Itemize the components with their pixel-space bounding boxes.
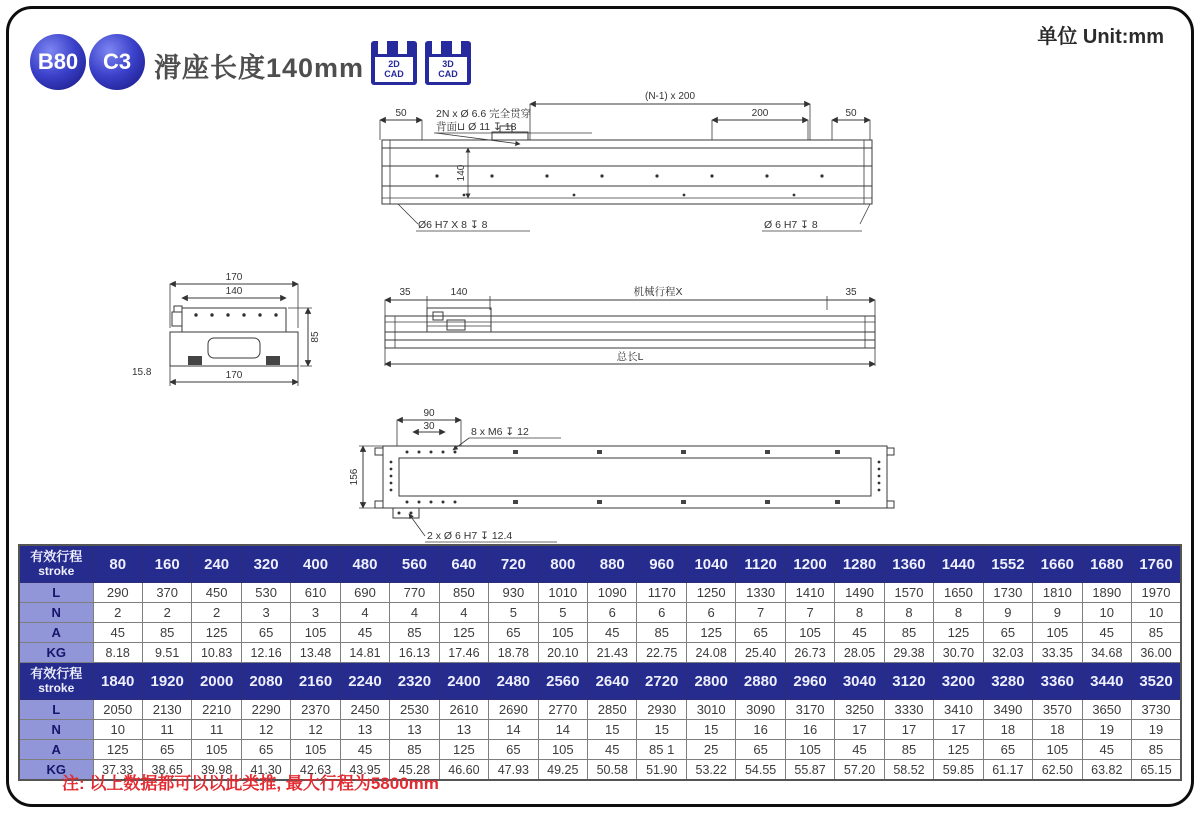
stroke-value: 3440 (1082, 663, 1131, 700)
value-cell: 9.51 (142, 643, 191, 663)
stroke-value: 2800 (686, 663, 735, 700)
value-cell: 7 (785, 603, 834, 623)
stroke-value: 3360 (1033, 663, 1082, 700)
value-cell: 1810 (1033, 583, 1082, 603)
value-cell: 9 (983, 603, 1032, 623)
value-cell: 10.83 (192, 643, 241, 663)
stroke-header-label: 有效行程 stroke (19, 663, 93, 700)
value-cell: 2 (93, 603, 142, 623)
value-cell: 18.78 (489, 643, 538, 663)
cad-2d-line2: CAD (384, 68, 404, 79)
row-label-L: L (19, 700, 93, 720)
value-cell: 11 (192, 720, 241, 740)
dim-90: 90 (423, 408, 435, 419)
dim-140: 140 (225, 286, 243, 297)
stroke-value: 1920 (142, 663, 191, 700)
value-cell: 45 (835, 623, 884, 643)
value-cell: 3170 (785, 700, 834, 720)
stroke-value: 2480 (489, 663, 538, 700)
dim-35-left: 35 (399, 287, 411, 298)
value-cell: 45 (1082, 623, 1131, 643)
stroke-value: 720 (489, 545, 538, 583)
value-cell: 12 (291, 720, 340, 740)
value-cell: 770 (390, 583, 439, 603)
value-cell: 105 (1033, 740, 1082, 760)
dim-140: 140 (450, 287, 468, 298)
value-cell: 45 (588, 740, 637, 760)
value-cell: 5 (538, 603, 587, 623)
value-cell: 5 (489, 603, 538, 623)
stroke-value: 160 (142, 545, 191, 583)
value-cell: 12 (241, 720, 290, 740)
value-cell: 34.68 (1082, 643, 1131, 663)
value-cell: 15 (686, 720, 735, 740)
stroke-value: 880 (588, 545, 637, 583)
value-cell: 45 (340, 740, 389, 760)
dim-140-vertical: 140 (456, 164, 467, 182)
stroke-value: 2880 (736, 663, 785, 700)
stroke-value: 320 (241, 545, 290, 583)
value-cell: 85 (884, 740, 933, 760)
value-cell: 37.33 (93, 760, 142, 781)
value-cell: 43.95 (340, 760, 389, 781)
value-cell: 4 (390, 603, 439, 623)
stroke-value: 560 (390, 545, 439, 583)
dim-170-top: 170 (225, 272, 243, 283)
callout-bottom: 2 x Ø 6 H7 ↧ 12.4 (427, 530, 513, 542)
stroke-value: 640 (439, 545, 488, 583)
value-cell: 1970 (1132, 583, 1181, 603)
value-cell: 45 (835, 740, 884, 760)
value-cell: 45 (340, 623, 389, 643)
value-cell: 12.16 (241, 643, 290, 663)
value-cell: 45 (1082, 740, 1131, 760)
stroke-header-label: 有效行程 stroke (19, 545, 93, 583)
row-label-KG: KG (19, 643, 93, 663)
value-cell: 20.10 (538, 643, 587, 663)
value-cell: 14.81 (340, 643, 389, 663)
value-cell: 2450 (340, 700, 389, 720)
value-cell: 8 (934, 603, 983, 623)
value-cell: 18 (1033, 720, 1082, 740)
stroke-value: 2080 (241, 663, 290, 700)
value-cell: 50.58 (588, 760, 637, 781)
cad-2d-button[interactable] (371, 41, 417, 85)
value-cell: 7 (736, 603, 785, 623)
value-cell: 85 (390, 740, 439, 760)
stroke-value: 800 (538, 545, 587, 583)
value-cell: 65 (736, 740, 785, 760)
value-cell: 26.73 (785, 643, 834, 663)
value-cell: 85 (142, 623, 191, 643)
stroke-value: 2400 (439, 663, 488, 700)
value-cell: 3730 (1132, 700, 1181, 720)
callout-right: Ø 6 H7 ↧ 8 (764, 219, 818, 231)
stroke-value: 1040 (686, 545, 735, 583)
value-cell: 17 (934, 720, 983, 740)
value-cell: 15 (637, 720, 686, 740)
value-cell: 3 (241, 603, 290, 623)
value-cell: 1650 (934, 583, 983, 603)
dim-50-right: 50 (845, 108, 857, 119)
value-cell: 51.90 (637, 760, 686, 781)
value-cell: 15 (588, 720, 637, 740)
value-cell: 1090 (588, 583, 637, 603)
dim-15-8: 15.8 (132, 367, 152, 378)
value-cell: 2 (142, 603, 191, 623)
dim-35-right: 35 (845, 287, 857, 298)
value-cell: 8.18 (93, 643, 142, 663)
value-cell: 49.25 (538, 760, 587, 781)
stroke-value: 2000 (192, 663, 241, 700)
stroke-value: 80 (93, 545, 142, 583)
value-cell: 6 (686, 603, 735, 623)
hole-note-line1: 2N x Ø 6.6 完全贯穿 (436, 108, 532, 120)
value-cell: 61.17 (983, 760, 1032, 781)
stroke-value: 240 (192, 545, 241, 583)
value-cell: 11 (142, 720, 191, 740)
value-cell: 19 (1132, 720, 1181, 740)
value-cell: 4 (340, 603, 389, 623)
value-cell: 13 (439, 720, 488, 740)
value-cell: 85 (884, 623, 933, 643)
value-cell: 2370 (291, 700, 340, 720)
stroke-value: 1120 (736, 545, 785, 583)
stroke-value: 3040 (835, 663, 884, 700)
value-cell: 2770 (538, 700, 587, 720)
value-cell: 1170 (637, 583, 686, 603)
value-cell: 3650 (1082, 700, 1131, 720)
value-cell: 125 (934, 623, 983, 643)
value-cell: 53.22 (686, 760, 735, 781)
value-cell: 32.03 (983, 643, 1032, 663)
dim-85: 85 (310, 331, 321, 343)
row-label-KG: KG (19, 760, 93, 781)
row-label-N: N (19, 603, 93, 623)
value-cell: 105 (291, 740, 340, 760)
hole-note-line2: 背面⊔ Ø 11 ↧ 18 (436, 121, 517, 133)
stroke-value: 1280 (835, 545, 884, 583)
value-cell: 3090 (736, 700, 785, 720)
value-cell: 13 (390, 720, 439, 740)
spec-table (18, 544, 1182, 781)
value-cell: 41.30 (241, 760, 290, 781)
value-cell: 125 (686, 623, 735, 643)
value-cell: 930 (489, 583, 538, 603)
unit-label: 单位 Unit:mm (1037, 26, 1164, 48)
stroke-value: 1360 (884, 545, 933, 583)
callout-top: 8 x M6 ↧ 12 (471, 426, 529, 438)
value-cell: 58.52 (884, 760, 933, 781)
value-cell: 85 (390, 623, 439, 643)
value-cell: 2850 (588, 700, 637, 720)
stroke-value: 1680 (1082, 545, 1131, 583)
value-cell: 6 (588, 603, 637, 623)
stroke-value: 1200 (785, 545, 834, 583)
plan-view-drawing (335, 408, 895, 543)
value-cell: 17.46 (439, 643, 488, 663)
value-cell: 8 (835, 603, 884, 623)
stroke-value: 2240 (340, 663, 389, 700)
value-cell: 610 (291, 583, 340, 603)
value-cell: 19 (1082, 720, 1131, 740)
footnote: 注: 以上数据都可以以此类推, 最大行程为5800mm (62, 774, 439, 793)
value-cell: 2290 (241, 700, 290, 720)
dim-pitch: (N-1) x 200 (644, 91, 696, 102)
value-cell: 65.15 (1132, 760, 1181, 781)
stroke-value: 1760 (1132, 545, 1181, 583)
value-cell: 46.60 (439, 760, 488, 781)
value-cell: 1890 (1082, 583, 1131, 603)
floppy-notch-icon (378, 41, 387, 54)
value-cell: 16.13 (390, 643, 439, 663)
cad-3d-button[interactable] (425, 41, 471, 85)
value-cell: 105 (192, 740, 241, 760)
cad-2d-line1: 2D (388, 58, 400, 69)
stroke-value: 3120 (884, 663, 933, 700)
value-cell: 850 (439, 583, 488, 603)
value-cell: 2130 (142, 700, 191, 720)
variant-badge: C3 (89, 34, 145, 90)
value-cell: 1330 (736, 583, 785, 603)
value-cell: 1410 (785, 583, 834, 603)
value-cell: 10 (1132, 603, 1181, 623)
dim-50-left: 50 (395, 108, 407, 119)
value-cell: 4 (439, 603, 488, 623)
value-cell: 65 (489, 623, 538, 643)
value-cell: 65 (736, 623, 785, 643)
stroke-value: 2320 (390, 663, 439, 700)
row-label-N: N (19, 720, 93, 740)
value-cell: 65 (142, 740, 191, 760)
value-cell: 85 (637, 623, 686, 643)
stroke-value: 1552 (983, 545, 1032, 583)
value-cell: 65 (983, 740, 1032, 760)
value-cell: 47.93 (489, 760, 538, 781)
stroke-value: 3200 (934, 663, 983, 700)
value-cell: 17 (835, 720, 884, 740)
value-cell: 2 (192, 603, 241, 623)
value-cell: 370 (142, 583, 191, 603)
row-label-L: L (19, 583, 93, 603)
value-cell: 1570 (884, 583, 933, 603)
floppy-notch-icon (432, 41, 441, 54)
value-cell: 3330 (884, 700, 933, 720)
dim-30: 30 (423, 421, 435, 432)
value-cell: 1730 (983, 583, 1032, 603)
total-length-label: 总长L (616, 351, 644, 363)
value-cell: 63.82 (1082, 760, 1131, 781)
value-cell: 45 (588, 623, 637, 643)
value-cell: 3490 (983, 700, 1032, 720)
page-title: 滑座长度140mm (154, 53, 365, 83)
value-cell: 54.55 (736, 760, 785, 781)
value-cell: 690 (340, 583, 389, 603)
cad-3d-line1: 3D (442, 58, 454, 69)
value-cell: 55.87 (785, 760, 834, 781)
value-cell: 125 (439, 740, 488, 760)
value-cell: 290 (93, 583, 142, 603)
value-cell: 22.75 (637, 643, 686, 663)
value-cell: 18 (983, 720, 1032, 740)
series-badge: B80 (30, 34, 86, 90)
cad-3d-label (429, 57, 467, 82)
value-cell: 6 (637, 603, 686, 623)
value-cell: 105 (538, 623, 587, 643)
dim-170-bottom: 170 (225, 370, 243, 381)
stroke-value: 2640 (588, 663, 637, 700)
cad-2d-label (375, 57, 413, 82)
stroke-value: 960 (637, 545, 686, 583)
value-cell: 125 (192, 623, 241, 643)
value-cell: 65 (241, 740, 290, 760)
side-view-drawing (375, 276, 890, 376)
stroke-value: 2160 (291, 663, 340, 700)
value-cell: 45.28 (390, 760, 439, 781)
stroke-value: 1660 (1033, 545, 1082, 583)
value-cell: 1490 (835, 583, 884, 603)
stroke-value: 480 (340, 545, 389, 583)
value-cell: 3570 (1033, 700, 1082, 720)
value-cell: 21.43 (588, 643, 637, 663)
value-cell: 14 (538, 720, 587, 740)
value-cell: 85 (1132, 623, 1181, 643)
stroke-value: 1440 (934, 545, 983, 583)
floppy-notch-icon (452, 41, 461, 54)
value-cell: 65 (241, 623, 290, 643)
value-cell: 25.40 (736, 643, 785, 663)
value-cell: 125 (439, 623, 488, 643)
callout-left: Ø6 H7 X 8 ↧ 8 (418, 219, 488, 231)
value-cell: 59.85 (934, 760, 983, 781)
value-cell: 16 (736, 720, 785, 740)
value-cell: 450 (192, 583, 241, 603)
value-cell: 30.70 (934, 643, 983, 663)
value-cell: 45 (93, 623, 142, 643)
row-label-A: A (19, 740, 93, 760)
value-cell: 13 (340, 720, 389, 740)
stroke-value: 2560 (538, 663, 587, 700)
value-cell: 36.00 (1132, 643, 1181, 663)
value-cell: 3 (291, 603, 340, 623)
value-cell: 85 (1132, 740, 1181, 760)
value-cell: 33.35 (1033, 643, 1082, 663)
value-cell: 42.63 (291, 760, 340, 781)
value-cell: 2050 (93, 700, 142, 720)
value-cell: 125 (934, 740, 983, 760)
dim-156: 156 (349, 468, 360, 486)
stroke-span-label: 机械行程X (633, 286, 683, 298)
value-cell: 13.48 (291, 643, 340, 663)
value-cell: 10 (1082, 603, 1131, 623)
stroke-value: 3520 (1132, 663, 1181, 700)
value-cell: 24.08 (686, 643, 735, 663)
value-cell: 65 (983, 623, 1032, 643)
cad-3d-line2: CAD (438, 68, 458, 79)
value-cell: 62.50 (1033, 760, 1082, 781)
value-cell: 14 (489, 720, 538, 740)
value-cell: 39.98 (192, 760, 241, 781)
value-cell: 2930 (637, 700, 686, 720)
value-cell: 3410 (934, 700, 983, 720)
value-cell: 38.65 (142, 760, 191, 781)
value-cell: 125 (93, 740, 142, 760)
value-cell: 3250 (835, 700, 884, 720)
value-cell: 29.38 (884, 643, 933, 663)
value-cell: 17 (884, 720, 933, 740)
value-cell: 105 (785, 623, 834, 643)
end-view-drawing (130, 268, 325, 398)
value-cell: 65 (489, 740, 538, 760)
value-cell: 105 (1033, 623, 1082, 643)
value-cell: 8 (884, 603, 933, 623)
value-cell: 85 1 (637, 740, 686, 760)
stroke-value: 2960 (785, 663, 834, 700)
floppy-notch-icon (398, 41, 407, 54)
value-cell: 2530 (390, 700, 439, 720)
stroke-value: 400 (291, 545, 340, 583)
value-cell: 16 (785, 720, 834, 740)
value-cell: 25 (686, 740, 735, 760)
row-label-A: A (19, 623, 93, 643)
value-cell: 57.20 (835, 760, 884, 781)
value-cell: 9 (1033, 603, 1082, 623)
value-cell: 2610 (439, 700, 488, 720)
stroke-value: 2720 (637, 663, 686, 700)
stroke-value: 3280 (983, 663, 1032, 700)
value-cell: 105 (538, 740, 587, 760)
value-cell: 2210 (192, 700, 241, 720)
value-cell: 1250 (686, 583, 735, 603)
value-cell: 28.05 (835, 643, 884, 663)
front-view-drawing (372, 86, 882, 238)
dim-200: 200 (751, 108, 769, 119)
value-cell: 2690 (489, 700, 538, 720)
value-cell: 105 (785, 740, 834, 760)
value-cell: 10 (93, 720, 142, 740)
stroke-value: 1840 (93, 663, 142, 700)
value-cell: 530 (241, 583, 290, 603)
value-cell: 1010 (538, 583, 587, 603)
value-cell: 105 (291, 623, 340, 643)
value-cell: 3010 (686, 700, 735, 720)
